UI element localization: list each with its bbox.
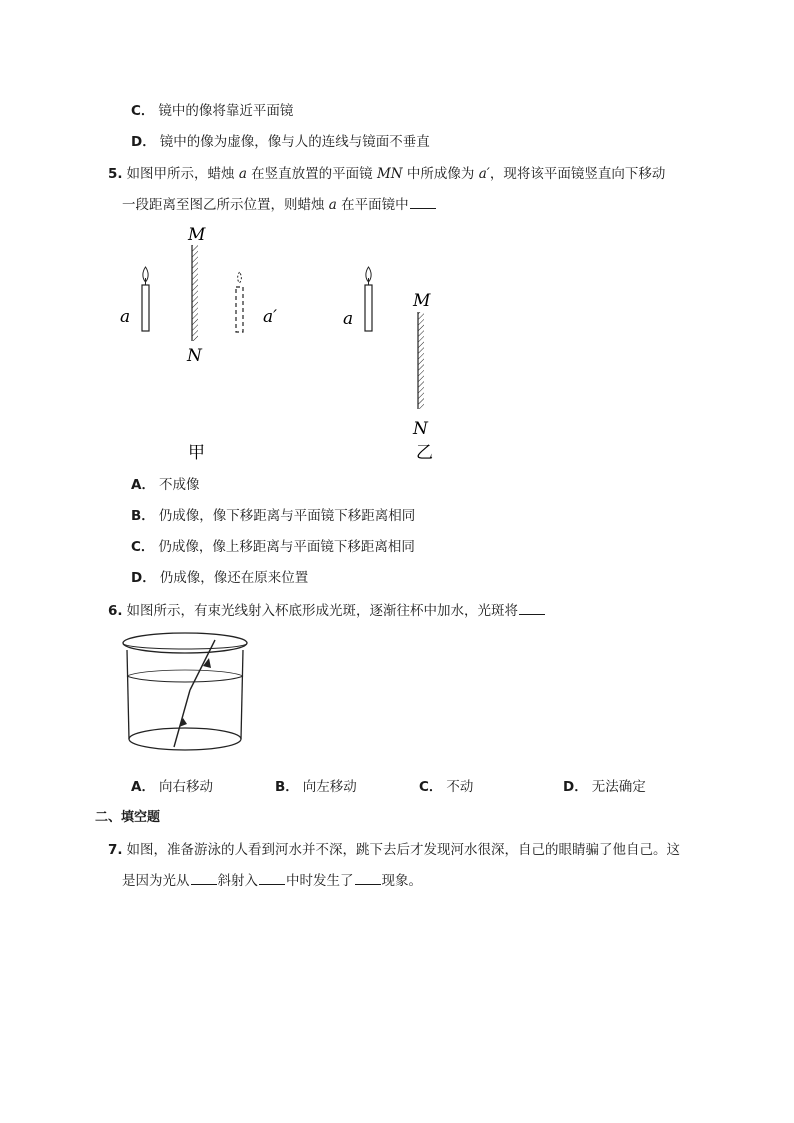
var-mn: MN bbox=[376, 166, 403, 182]
q7-stem-line1 bbox=[108, 841, 680, 859]
option-key: D． bbox=[131, 134, 156, 150]
caption-jia: 甲 bbox=[188, 443, 205, 463]
q5-stem-line1 bbox=[108, 165, 665, 183]
answer-blank bbox=[355, 872, 381, 885]
option-text: 向左移动 bbox=[302, 779, 357, 795]
stem-text: 在平面镜中 bbox=[336, 197, 409, 213]
q6-option-b bbox=[275, 778, 357, 796]
option-text: 仍成像，像上移距离与平面镜下移距离相同 bbox=[158, 539, 415, 555]
option-text: 无法确定 bbox=[591, 779, 646, 795]
label-a-prime: a′ bbox=[263, 307, 277, 327]
q6-stem bbox=[108, 602, 546, 620]
option-text: 不成像 bbox=[158, 477, 200, 493]
stem-text: 如图甲所示，蜡烛 bbox=[126, 166, 239, 182]
candle-right bbox=[365, 267, 372, 331]
var-a-prime: a′ bbox=[478, 166, 490, 182]
candle-left bbox=[142, 267, 149, 331]
stem-text: 在竖直放置的平面镜 bbox=[246, 166, 377, 182]
label-m-left: M bbox=[188, 225, 206, 245]
q4-option-d bbox=[131, 133, 430, 151]
option-key: C． bbox=[419, 779, 443, 795]
var-a: a bbox=[328, 197, 337, 213]
stem-text: 斜射入 bbox=[217, 873, 258, 889]
q6-option-d bbox=[563, 778, 646, 796]
option-key: A． bbox=[131, 477, 155, 493]
label-n-right: N bbox=[413, 419, 428, 439]
label-a-right: a bbox=[343, 309, 354, 329]
q6-beaker-figure bbox=[115, 628, 255, 763]
option-key: B． bbox=[131, 508, 155, 524]
q5-option-b bbox=[131, 507, 415, 525]
label-a-left: a bbox=[120, 307, 131, 327]
option-key: C． bbox=[131, 103, 155, 119]
option-key: B． bbox=[275, 779, 299, 795]
label-m-right: M bbox=[413, 291, 431, 311]
option-text: 仍成像，像还在原来位置 bbox=[159, 570, 309, 586]
answer-blank bbox=[191, 872, 217, 885]
stem-text: 现象。 bbox=[381, 873, 422, 889]
option-text: 不动 bbox=[446, 779, 474, 795]
option-key: D． bbox=[131, 570, 156, 586]
label-n-left: N bbox=[187, 346, 202, 366]
stem-text: 如图所示，有束光线射入杯底形成光斑，逐渐往杯中加水，光斑将 bbox=[126, 603, 519, 619]
q5-option-a bbox=[131, 476, 199, 494]
q5-stem-line2 bbox=[122, 196, 437, 214]
option-text: 镜中的像为虚像，像与人的连线与镜面不垂直 bbox=[159, 134, 430, 150]
option-text: 镜中的像将靠近平面镜 bbox=[158, 103, 294, 119]
question-number: 7. bbox=[108, 842, 123, 858]
section-title: 二、填空题 bbox=[95, 810, 161, 825]
option-text: 向右移动 bbox=[158, 779, 213, 795]
caption-yi: 乙 bbox=[416, 443, 433, 463]
mirror-right bbox=[418, 312, 424, 409]
stem-text: 一段距离至图乙所示位置，则蜡烛 bbox=[122, 197, 329, 213]
q5-option-d bbox=[131, 569, 308, 587]
option-key: A． bbox=[131, 779, 155, 795]
q4-option-c bbox=[131, 102, 293, 120]
stem-text: 是因为光从 bbox=[122, 873, 190, 889]
q6-option-a bbox=[131, 778, 213, 796]
q6-option-c bbox=[419, 778, 473, 796]
mirror-left bbox=[192, 245, 198, 341]
candle-image bbox=[236, 272, 243, 332]
answer-blank bbox=[410, 196, 436, 209]
stem-text: 中时发生了 bbox=[286, 873, 354, 889]
stem-text: 如图，准备游泳的人看到河水并不深，跳下去后才发现河水很深，自己的眼睛骗了他自己。这 bbox=[126, 842, 681, 858]
stem-text: ，现将该平面镜竖直向下移动 bbox=[489, 166, 666, 182]
question-number: 6. bbox=[108, 603, 123, 619]
question-number: 5. bbox=[108, 166, 123, 182]
answer-blank bbox=[519, 602, 545, 615]
stem-text: 中所成像为 bbox=[402, 166, 479, 182]
option-key: D． bbox=[563, 779, 588, 795]
q5-option-c bbox=[131, 538, 415, 556]
q7-stem-line2 bbox=[122, 872, 422, 890]
option-key: C． bbox=[131, 539, 155, 555]
var-a: a bbox=[238, 166, 247, 182]
option-text: 仍成像，像下移距离与平面镜下移距离相同 bbox=[158, 508, 416, 524]
answer-blank bbox=[259, 872, 285, 885]
q5-mirror-figure bbox=[110, 220, 450, 470]
